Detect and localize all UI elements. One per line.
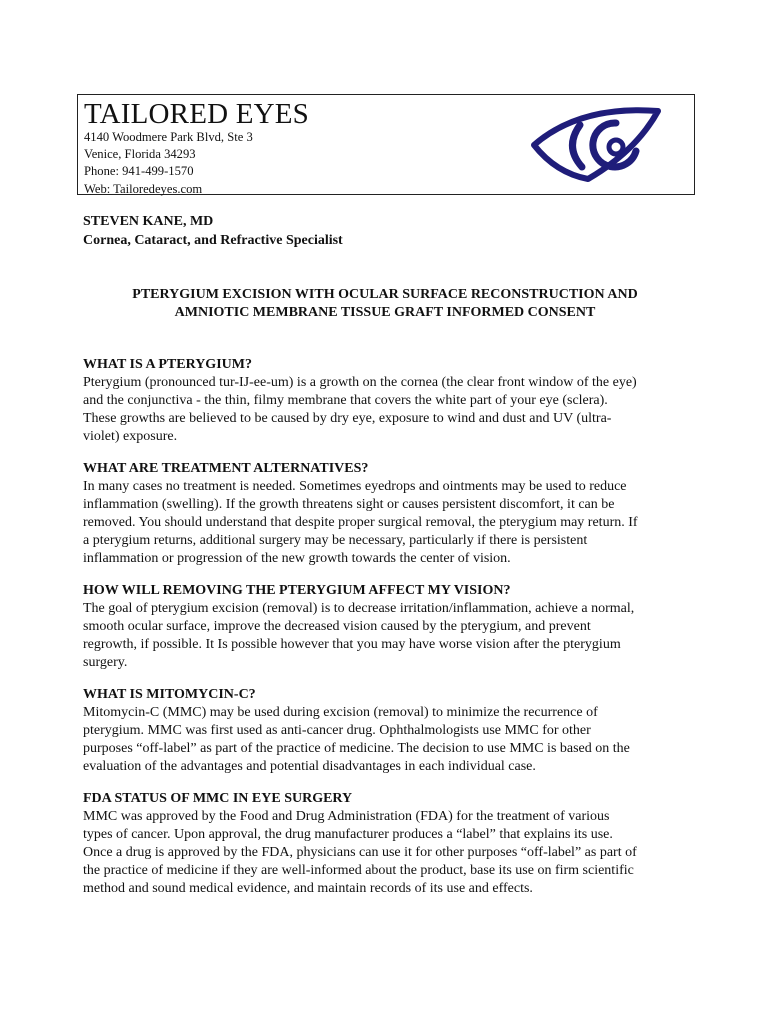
body-line: removed. You should understand that despite proper surgical removal, the pterygium may return. If	[83, 515, 638, 530]
section-heading: WHAT IS A PTERYGIUM?	[83, 357, 252, 372]
section-body	[83, 808, 687, 898]
body-line: smooth ocular surface, improve the decreased vision caused by the pterygium, and prevent	[83, 619, 591, 634]
section-mitomycin	[83, 686, 687, 776]
body-line: Once a drug is approved by the FDA, physicians can use it for other purposes “off-label” as part of	[83, 845, 637, 860]
body-line: types of cancer. Upon approval, the drug manufacturer produces a “label” that explains its use.	[83, 827, 613, 842]
section-heading: WHAT ARE TREATMENT ALTERNATIVES?	[83, 461, 369, 476]
section-heading: HOW WILL REMOVING THE PTERYGIUM AFFECT MY VISION?	[83, 583, 511, 598]
body-line: MMC was approved by the Food and Drug Administration (FDA) for the treatment of various	[83, 809, 610, 824]
body-line: method and sound medical evidence, and maintain records of its use and effects.	[83, 881, 533, 896]
body-line: a pterygium returns, additional surgery may be necessary, particularly if there is persistent	[83, 533, 588, 548]
address-city: Venice, Florida 34293	[84, 147, 196, 162]
doctor-name: STEVEN KANE, MD	[83, 214, 214, 229]
body-line: pterygium. MMC was first used as anti-cancer drug. Ophthalmologists use MMC for other	[83, 723, 591, 738]
body-line: surgery.	[83, 655, 128, 670]
section-heading: FDA STATUS OF MMC IN EYE SURGERY	[83, 791, 353, 806]
address-web: Web: Tailoredeyes.com	[84, 181, 203, 196]
section-treatment-alternatives	[83, 460, 687, 568]
section-body	[83, 600, 687, 672]
body-line: These growths are believed to be caused by dry eye, exposure to wind and dust and UV (ultra-	[83, 411, 612, 426]
body-line: The goal of pterygium excision (removal) is to decrease irritation/inflammation, achieve a normal,	[83, 601, 635, 616]
address-street: 4140 Woodmere Park Blvd, Ste 3	[84, 130, 253, 144]
body-line: the practice of medicine if they are well-informed about the product, base its use on firm scientific	[83, 863, 634, 878]
body-line: violet) exposure.	[83, 429, 178, 444]
document-title	[83, 286, 687, 322]
consent-body	[83, 356, 687, 912]
section-vision-effect	[83, 582, 687, 672]
section-body	[83, 374, 687, 446]
body-line: Mitomycin-C (MMC) may be used during excision (removal) to minimize the recurrence of	[83, 705, 598, 720]
section-what-is-pterygium	[83, 356, 687, 446]
section-body	[83, 704, 687, 776]
body-line: Pterygium (pronounced tur-IJ-ee-um) is a growth on the cornea (the clear front window of the eye)	[83, 375, 637, 390]
body-line: evaluation of the advantages and potential disadvantages in each individual case.	[83, 759, 536, 774]
doctor-info	[83, 212, 343, 250]
practice-address	[84, 129, 253, 198]
eye-logo-icon	[530, 101, 680, 185]
letterhead-box	[77, 94, 695, 195]
body-line: In many cases no treatment is needed. Sometimes eyedrops and ointments may be used to reduce	[83, 479, 627, 494]
section-heading: WHAT IS MITOMYCIN-C?	[83, 687, 256, 702]
body-line: and the conjunctiva - the thin, filmy membrane that covers the white part of your eye (sclera).	[83, 393, 608, 408]
section-fda-status	[83, 790, 687, 898]
body-line: inflammation or progression of the new growth towards the center of vision.	[83, 551, 511, 566]
address-phone: Phone: 941-499-1570	[84, 164, 194, 179]
body-line: inflammation (swelling). If the growth threatens sight or causes persistent discomfort, it can be	[83, 497, 615, 512]
doctor-specialty: Cornea, Cataract, and Refractive Specialist	[83, 233, 343, 248]
practice-name: TAILORED EYES	[84, 98, 309, 130]
body-line: regrowth, if possible. It Is possible however that you may have worse vision after the pterygium	[83, 637, 621, 652]
document-title-line: AMNIOTIC MEMBRANE TISSUE GRAFT INFORMED CONSENT	[174, 305, 596, 320]
section-body	[83, 478, 687, 568]
body-line: purposes “off-label” as part of the practice of medicine. The decision to use MMC is based on the	[83, 741, 630, 756]
document-title-line: PTERYGIUM EXCISION WITH OCULAR SURFACE RECONSTRUCTION AND	[132, 287, 638, 302]
